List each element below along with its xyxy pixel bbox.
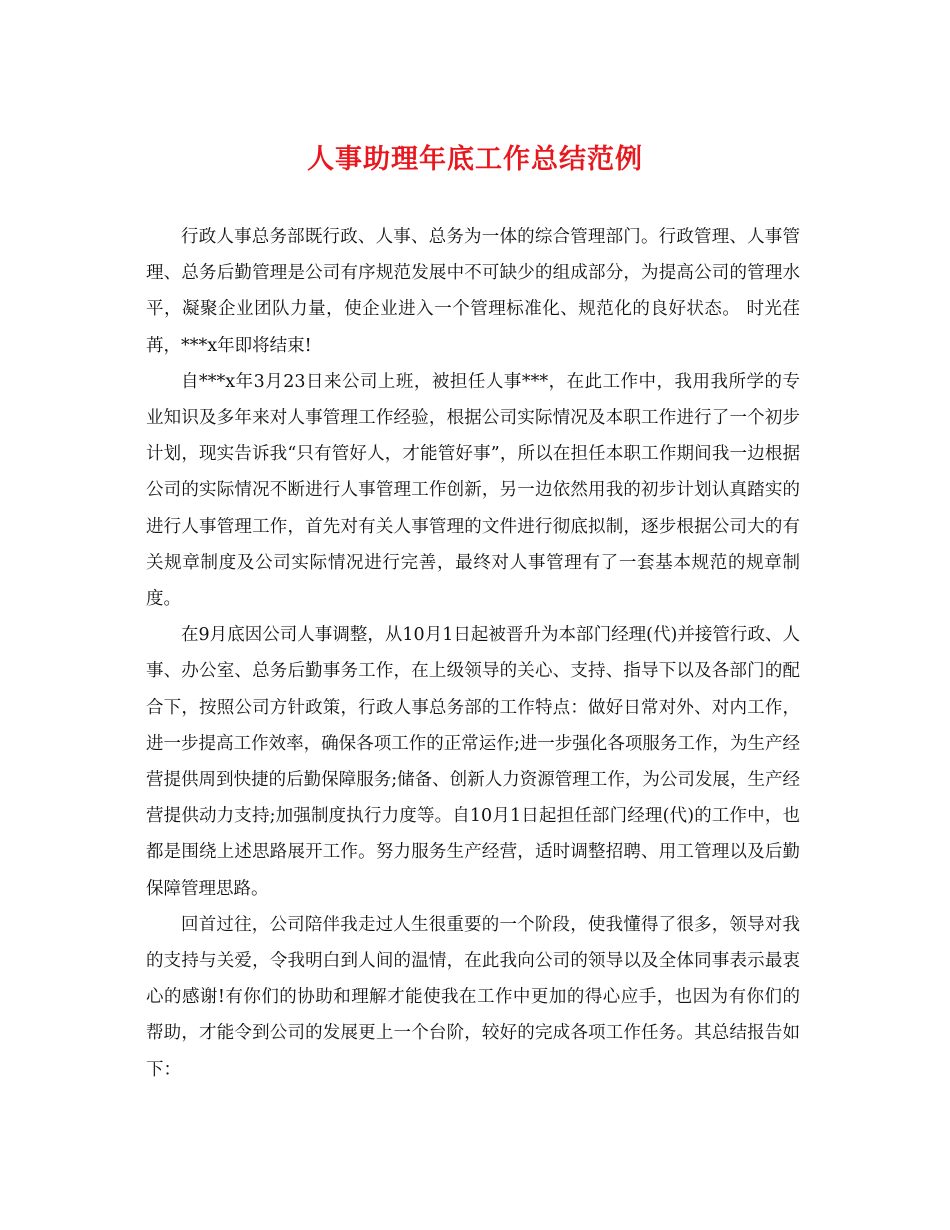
document-body: [146, 219, 800, 1088]
paragraph-promotion: 在9月底因公司人事调整，从10月1日起被晋升为本部门经理(代)并接管行政、人事、办公室、总务后勤事务工作，在上级领导的关心、支持、指导下以及各部门的配合下，按照公司方针政策，行政人事总务部的工作特点：做好日常对外、对内工作，进一步提高工作效率，确保各项工作的正常运作;进一步强化各项服务工作，为生产经营提供周到快捷的后勤保障服务;储备、创新人力资源管理工作，为公司发展，生产经营提供动力支持;加强制度执行力度等。自10月1日起担任部门经理(代)的工作中，也都是围绕上述思路展开工作。努力服务生产经营，适时调整招聘、用工管理以及后勤保障管理思路。: [146, 625, 800, 899]
paragraph-gratitude: 回首过往，公司陪伴我走过人生很重要的一个阶段，使我懂得了很多，领导对我的支持与关爱，令我明白到人间的温情，在此我向公司的领导以及全体同事表示最衷心的感谢!有你们的协助和理解才能使我在工作中更加的得心应手，也因为有你们的帮助，才能令到公司的发展更上一个台阶，较好的完成各项工作任务。其总结报告如下：: [146, 914, 800, 1080]
paragraph-intro: 行政人事总务部既行政、人事、总务为一体的综合管理部门。行政管理、人事管理、总务后勤管理是公司有序规范发展中不可缺少的组成部分，为提高公司的管理水平，凝聚企业团队力量，使企业进入一个管理标准化、规范化的良好状态。 时光荏苒，***x年即将结束!: [146, 227, 800, 356]
document-title: 人事助理年底工作总结范例: [307, 144, 643, 175]
paragraph-start-of-work: 自***x年3月23日来公司上班，被担任人事***，在此工作中，我用我所学的专业知识及多年来对人事管理工作经验，根据公司实际情况及本职工作进行了一个初步计划，现实告诉我“只有管好人，才能管好事”，所以在担任本职工作期间我一边根据公司的实际情况不断进行人事管理工作创新，另一边依然用我的初步计划认真踏实的进行人事管理工作，首先对有关人事管理的文件进行彻底拟制，逐步根据公司大的有关规章制度及公司实际情况进行完善，最终对人事管理有了一套基本规范的规章制度。: [146, 371, 800, 610]
